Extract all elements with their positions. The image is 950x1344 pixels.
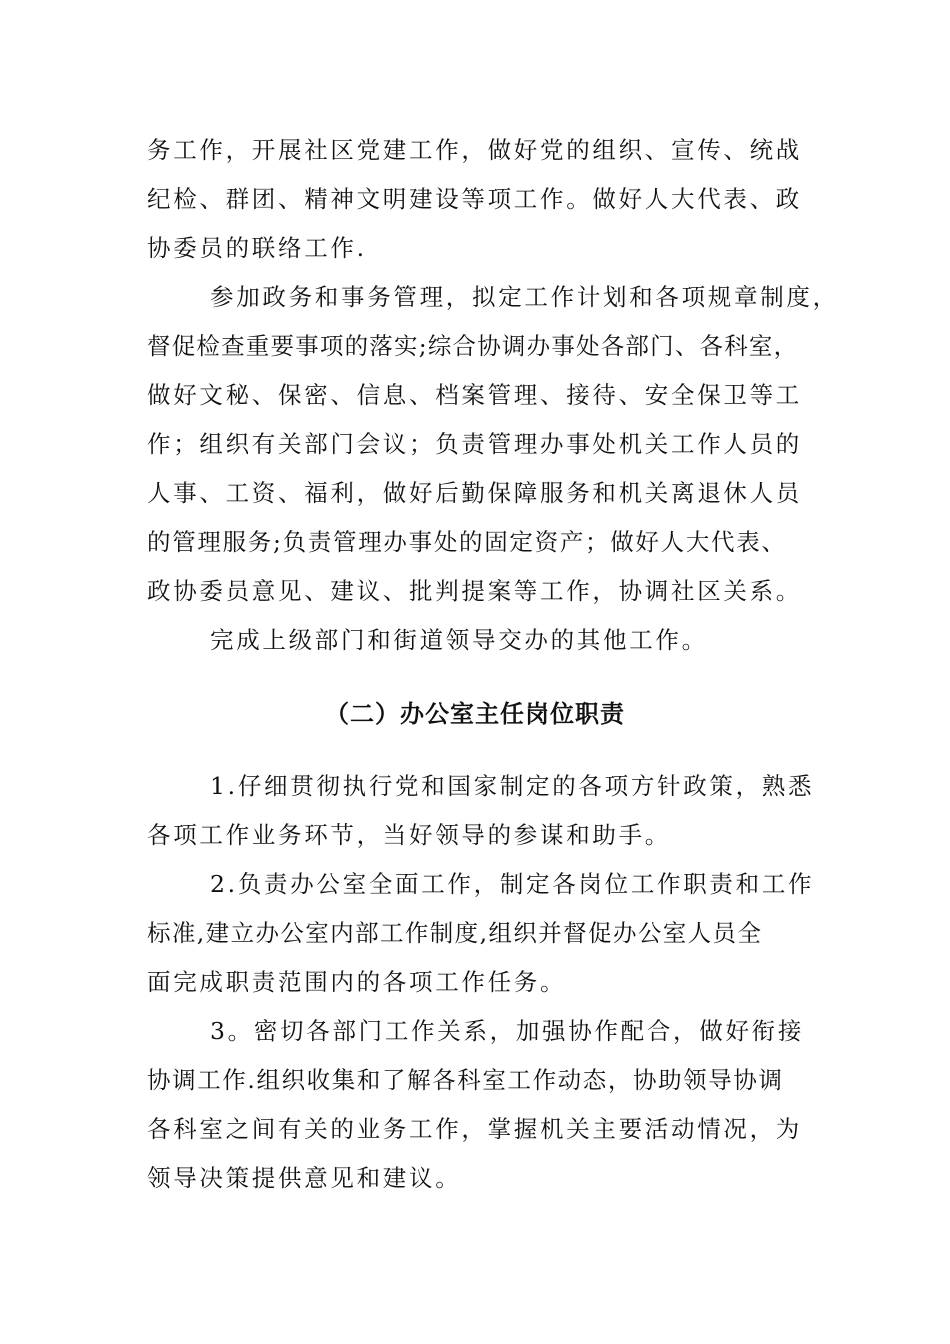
body-text-line: 各项工作业务环节，当好领导的参谋和助手。 — [147, 821, 671, 849]
body-text-line: 3。密切各部门工作关系，加强协作配合，做好衔接 — [210, 1017, 805, 1045]
body-text-line: 参加政务和事务管理，拟定工作计划和各项规章制度， — [210, 283, 839, 311]
body-text-line: 各科室之间有关的业务工作，掌握机关主要活动情况，为 — [147, 1115, 802, 1143]
body-text-line: 协调工作.组织收集和了解各科室工作动态，协助领导协调 — [147, 1066, 784, 1094]
body-text-line: 作；组织有关部门会议；负责管理办事处机关工作人员的 — [147, 430, 802, 458]
body-text-line: 1.仔细贯彻执行党和国家制定的各项方针政策，熟悉 — [210, 772, 815, 800]
body-text-line: 标准,建立办公室内部工作制度,组织并督促办公室人员全 — [147, 919, 763, 947]
body-text-line: 的管理服务;负责管理办事处的固定资产；做好人大代表、 — [147, 528, 787, 556]
body-text-line: 务工作，开展社区党建工作，做好党的组织、宣传、统战 — [147, 136, 802, 164]
section-heading: （二）办公室主任岗位职责 — [325, 699, 625, 728]
body-text-line: 纪检、群团、精神文明建设等项工作。做好人大代表、政 — [147, 185, 802, 213]
body-text-line: 督促检查重要事项的落实;综合协调办事处各部门、各科室， — [147, 332, 799, 360]
body-text-line: 协委员的联络工作. — [147, 234, 367, 262]
body-text-line: 领导决策提供意见和建议。 — [147, 1164, 462, 1192]
body-text-line: 2.负责办公室全面工作，制定各岗位工作职责和工作 — [210, 870, 815, 898]
body-text-line: 做好文秘、保密、信息、档案管理、接待、安全保卫等工 — [147, 381, 802, 409]
body-text-line: 完成上级部门和街道领导交办的其他工作。 — [210, 626, 708, 654]
body-text-line: 面完成职责范围内的各项工作任务。 — [147, 968, 567, 996]
body-text-line: 人事、工资、福利，做好后勤保障服务和机关离退休人员 — [147, 479, 802, 507]
body-text-line: 政协委员意见、建议、批判提案等工作，协调社区关系。 — [147, 577, 802, 605]
